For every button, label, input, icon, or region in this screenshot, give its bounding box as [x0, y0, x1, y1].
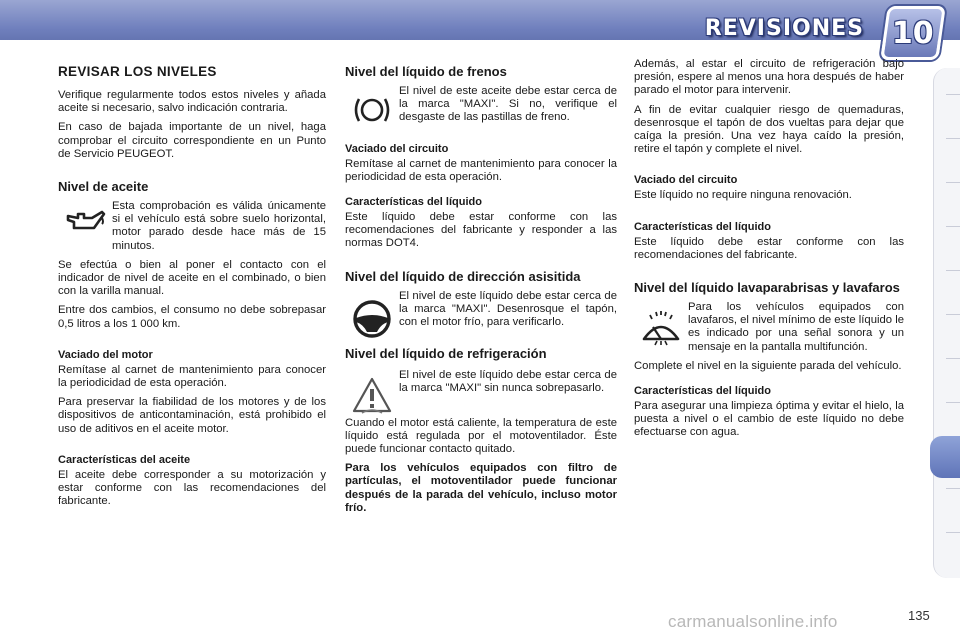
washer-icon: [640, 309, 682, 347]
engine-drain-heading: Vaciado del motor: [58, 348, 153, 361]
steering-fluid-heading: Nivel del líquido de dirección asisitida: [345, 268, 581, 284]
coolant-characteristics-text: Este líquido debe estar conforme con las recomendaciones del fabricante.: [634, 235, 904, 261]
chapter-number-badge: [880, 6, 946, 60]
washer-fluid-text: Para los vehículos equipados con lavafaros, el nivel mínimo de este líquido le es indicado por una señal sonora y un mensaje en la pantalla multifunción.: [688, 301, 905, 353]
page-number: 135: [908, 608, 930, 623]
oil-can-icon: [64, 208, 106, 234]
brake-drain-heading: Vaciado del circuito: [345, 142, 449, 155]
coolant-warning-paragraph: Para los vehículos equipados con filtro de partículas, el motoventilador puede funcionar después de la parada del vehículo, incluso motor frío.: [345, 462, 617, 514]
tab-separator: [946, 358, 960, 359]
coolant-note: [345, 369, 617, 417]
oil-characteristics-text: El aceite debe corresponder a su motorización y estar conforme con las recomendaciones del fabricante.: [58, 468, 326, 508]
active-chapter-tab[interactable]: [930, 436, 960, 478]
tab-separator: [946, 314, 960, 315]
washer-characteristics-heading: Características del líquido: [634, 385, 771, 398]
tab-separator: [946, 182, 960, 183]
column-right: [634, 58, 904, 446]
column-middle: [345, 58, 617, 521]
chapter-title: REVISIONES: [704, 16, 864, 41]
section-title: REVISAR LOS NIVELES: [58, 64, 217, 79]
tab-separator: [946, 532, 960, 533]
coolant-characteristics-heading: Características del líquido: [634, 220, 771, 233]
steering-fluid-note: [345, 290, 617, 340]
coolant-heading: Nivel del líquido de refrigeración: [345, 345, 547, 361]
brake-drain-text: Remítase al carnet de mantenimiento para conocer la periodicidad de esta operación.: [345, 157, 617, 183]
intro-paragraph: Verifique regularmente todos estos niveles y añada aceite si necesario, salvo indicación contraria.: [58, 89, 326, 115]
oil-paragraph-2: Se efectúa o bien al poner el contacto con el indicador de nivel de aceite en el combinado, o bien con la varilla manual.: [58, 258, 326, 298]
tab-separator: [946, 488, 960, 489]
brake-fluid-heading: Nivel del líquido de frenos: [345, 64, 507, 79]
tab-separator: [946, 226, 960, 227]
steering-wheel-icon: [351, 298, 393, 340]
oil-level-note: [58, 200, 326, 259]
engine-drain-text-2: Para preservar la fiabilidad de los motores y de los dispositivos de anticontaminación, está prohibido el uso de aditivos en el aceite motor.: [58, 396, 326, 435]
oil-level-text: Esta comprobación es válida únicamente si el vehículo está sobre suelo horizontal, motor parado desde hace más de 15 minutos.: [112, 200, 326, 252]
oil-level-heading: Nivel de aceite: [58, 179, 149, 195]
brake-fluid-text: El nivel de este aceite debe estar cerca de la marca "MAXI". Si no, verifique el desgaste de las pastillas de freno.: [399, 85, 617, 124]
steering-fluid-text: El nivel de este líquido debe estar cerca de la marca "MAXI". Desenrosque el tapón, con el motor frío, para verificarlo.: [399, 289, 617, 329]
coolant-continuation: Además, al estar el circuito de refrigeración bajo presión, espere al menos una hora después de haber parado el motor para intervenir.: [634, 58, 904, 97]
brake-characteristics-heading: Características del líquido: [345, 196, 482, 209]
coolant-text: El nivel de este líquido debe estar cerca de la marca "MAXI" sin nunca sobrepasarlo.: [399, 368, 617, 394]
washer-fluid-note: [634, 301, 904, 360]
engine-drain-text: Remítase al carnet de mantenimiento para conocer la periodicidad de esta operación.: [58, 363, 326, 390]
coolant-drain-text: Este líquido no require ninguna renovación.: [634, 189, 852, 202]
washer-characteristics-text: Para asegurar una limpieza óptima y evitar el hielo, la puesta a nivel o el cambio de este líquido no debe efectuarse con agua.: [634, 400, 904, 439]
tab-separator: [946, 402, 960, 403]
tab-separator: [946, 138, 960, 139]
brake-fluid-note: [345, 85, 617, 131]
coolant-paragraph-2: Cuando el motor está caliente, la temperatura de este líquido está regulada por el motoventilador. Éste puede funcionar contacto quitado.: [345, 416, 617, 456]
oil-paragraph-3: Entre dos cambios, el consumo no debe sobrepasar 0,5 litros a los 1 000 km.: [58, 304, 326, 330]
oil-characteristics-heading: Características del aceite: [58, 453, 191, 466]
washer-paragraph-2: Complete el nivel en la siguiente parada del vehículo.: [634, 359, 902, 372]
coolant-drain-heading: Vaciado del circuito: [634, 174, 738, 187]
intro-paragraph-2: En caso de bajada importante de un nivel, haga comprobar el circuito correspondiente en un Punto de Servicio PEUGEOT.: [58, 121, 326, 160]
brake-warning-icon: [352, 93, 392, 127]
column-left: [58, 58, 326, 514]
coolant-continuation-2: A fin de evitar cualquier riesgo de quemaduras, desenrosque el tapón de dos vueltas para dejar que caíga la presión. Una vez haya caído la presión, retire el tapón y complete el nivel.: [634, 103, 904, 156]
brake-characteristics-text: Este líquido debe estar conforme con las recomendaciones del fabricante y responder a las normas DOT4.: [345, 211, 617, 250]
watermark: carmanualsonline.info: [668, 612, 838, 631]
chapter-tab-strip: [933, 68, 960, 578]
tab-separator: [946, 270, 960, 271]
tab-separator: [946, 94, 960, 95]
washer-fluid-heading: Nivel del líquido lavaparabrisas y lavafaros: [634, 280, 900, 296]
chapter-number: 10: [892, 15, 934, 51]
coolant-warning-icon: [352, 377, 392, 417]
